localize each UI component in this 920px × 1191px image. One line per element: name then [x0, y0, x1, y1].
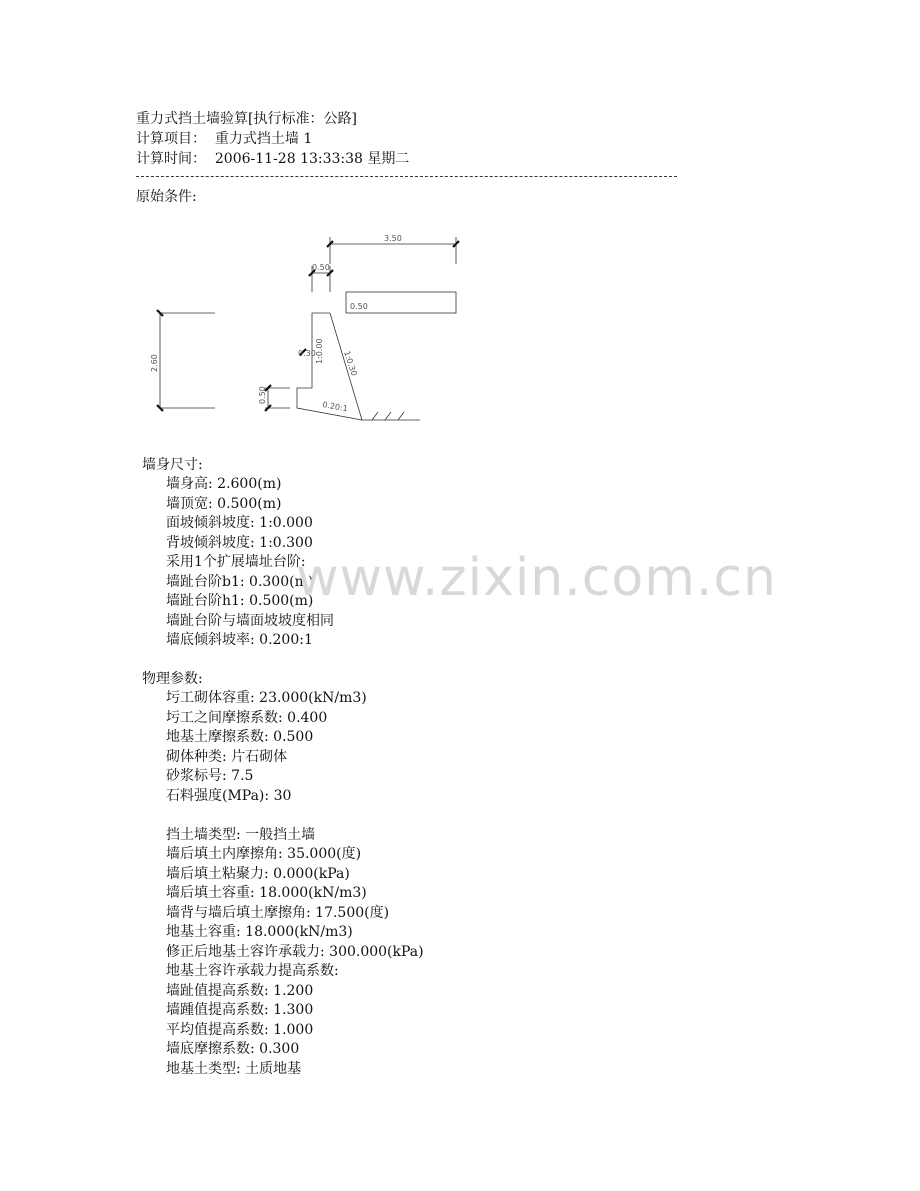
list-item: 墙趾台阶h1: 0.500(m)	[166, 593, 314, 609]
retaining-wall-diagram	[0, 0, 920, 440]
label-crest: 0.50	[312, 263, 330, 272]
list-item: 地基土类型: 土质地基	[166, 1061, 302, 1077]
list-item: 地基土容许承载力提高系数:	[166, 963, 339, 979]
wall-dims-heading: 墙身尺寸:	[142, 457, 203, 473]
project-line: 计算项目： 重力式挡土墙 1	[136, 131, 313, 147]
label-width: 3.50	[384, 234, 402, 243]
physical-heading: 物理参数:	[142, 671, 203, 687]
list-item: 墙踵值提高系数: 1.300	[166, 1002, 314, 1018]
label-height: 2.60	[150, 354, 159, 372]
label-surcharge: 0.50	[350, 302, 368, 311]
label-toe-step-h: 0.50	[258, 386, 267, 404]
list-item: 墙趾台阶与墙面坡坡度相同	[166, 613, 334, 629]
list-item: 砂浆标号: 7.5	[166, 768, 254, 784]
list-item: 圬工砌体容重: 23.000(kN/m3)	[166, 690, 367, 706]
list-item: 挡土墙类型: 一般挡土墙	[166, 827, 316, 843]
list-item: 砌体种类: 片石砌体	[166, 749, 288, 765]
watermark: www.zixin.com.cn	[296, 548, 777, 608]
list-item: 墙后填土粘聚力: 0.000(kPa)	[166, 866, 350, 882]
label-face-slope: 1:0.00	[315, 338, 324, 364]
time-line: 计算时间： 2006-11-28 13:33:38 星期二	[136, 151, 410, 167]
label-toe-step-b: 0.30	[298, 349, 316, 358]
list-item: 墙背与墙后填土摩擦角: 17.500(度)	[166, 905, 390, 921]
list-item: 修正后地基土容许承载力: 300.000(kPa)	[166, 944, 424, 960]
list-item: 墙顶宽: 0.500(m)	[166, 496, 282, 512]
list-item: 圬工之间摩擦系数: 0.400	[166, 710, 328, 726]
document-title: 重力式挡土墙验算[执行标准：公路]	[136, 111, 357, 127]
list-item: 墙身高: 2.600(m)	[166, 476, 282, 492]
list-item: 墙后填土内摩擦角: 35.000(度)	[166, 846, 362, 862]
label-back-slope: 1:0.30	[342, 349, 359, 377]
list-item: 墙趾台阶b1: 0.300(m)	[166, 574, 314, 590]
list-item: 地基土容重: 18.000(kN/m3)	[166, 924, 353, 940]
label-base-slope: 0.20:1	[321, 400, 349, 414]
list-item: 地基土摩擦系数: 0.500	[166, 729, 314, 745]
list-item: 墙后填土容重: 18.000(kN/m3)	[166, 885, 367, 901]
list-item: 面坡倾斜坡度: 1:0.000	[166, 515, 313, 531]
list-item: 墙底摩擦系数: 0.300	[166, 1041, 300, 1057]
list-item: 石料强度(MPa): 30	[166, 788, 292, 804]
list-item: 墙底倾斜坡率: 0.200:1	[166, 632, 313, 648]
list-item: 背坡倾斜坡度: 1:0.300	[166, 535, 313, 551]
list-item: 墙趾值提高系数: 1.200	[166, 983, 314, 999]
list-item: 平均值提高系数: 1.000	[166, 1022, 314, 1038]
list-item: 采用1个扩展墙址台阶:	[166, 554, 306, 570]
original-conditions-heading: 原始条件:	[136, 189, 197, 205]
